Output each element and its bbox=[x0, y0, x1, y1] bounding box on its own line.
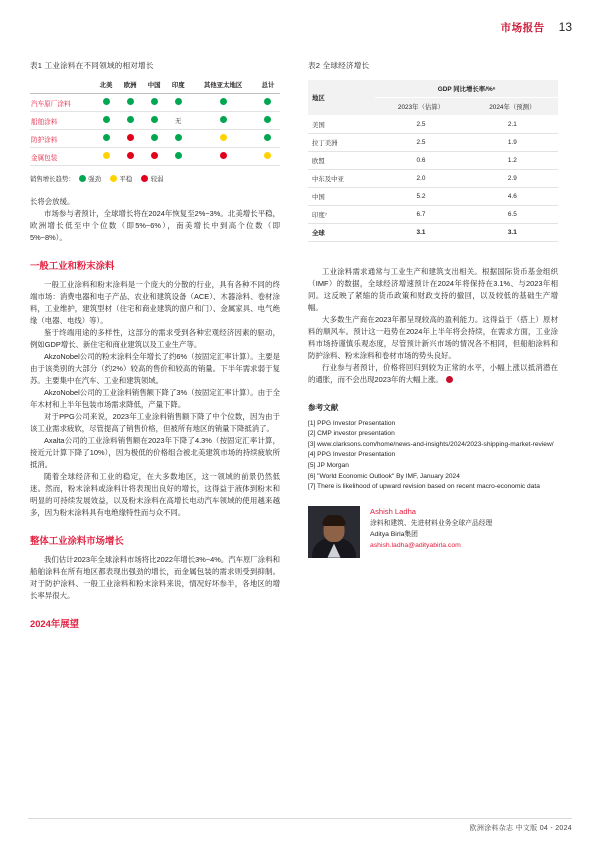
paragraph: 市场参与者预计，全球增长将在2024年恢复至2%~3%。北美增长平稳，欧洲增长低至中个位数（即5%~6%），南美增长中到高个位数（即5%~8%）。 bbox=[30, 209, 280, 243]
page-number: 13 bbox=[558, 20, 572, 34]
status-dot bbox=[79, 175, 86, 182]
table2-region: 拉丁美洲 bbox=[308, 134, 375, 152]
section-title-outlook-2024: 2024年展望 bbox=[30, 617, 79, 629]
table-industrial-growth bbox=[30, 80, 280, 166]
legend-item-strong bbox=[79, 174, 101, 183]
cell bbox=[142, 148, 166, 166]
status-dot bbox=[151, 116, 158, 123]
table-row bbox=[308, 152, 558, 170]
table2-value-2024: 6.5 bbox=[467, 206, 558, 224]
status-dot bbox=[151, 152, 158, 159]
paragraph: 长将会放缓。 bbox=[30, 197, 75, 207]
table-global-economic-growth bbox=[308, 80, 558, 242]
status-dot bbox=[220, 98, 227, 105]
status-dot bbox=[175, 152, 182, 159]
footer-text: 欧洲涂料杂志 中文版 04 - 2024 bbox=[469, 825, 572, 832]
table1-row-0-label: 汽车原厂涂料 bbox=[30, 94, 94, 112]
table2-value-2023: 6.7 bbox=[375, 206, 466, 224]
status-dot bbox=[175, 134, 182, 141]
status-dot bbox=[264, 98, 271, 105]
table2-caption: 表2 全球经济增长 bbox=[308, 61, 370, 70]
cell bbox=[118, 130, 142, 148]
table2-value-2024: 1.2 bbox=[467, 152, 558, 170]
references-title: 参考文献 bbox=[308, 402, 339, 412]
paragraph: 大多数生产商在2023年都呈现较高的盈利能力。这得益于（搭上）原材料的顺风车。预计这一趋势在2024年上半年将会持续，在需求方面，工业涂料市场持谨慎乐观态度，尽管预计新兴市场的情况各不相同，但船舶涂料和防护涂料、粉末涂料和卷材市场的势头良好。 bbox=[308, 314, 558, 360]
table-row bbox=[30, 148, 280, 166]
table2-subheader-2024: 2024年（预测） bbox=[467, 98, 558, 116]
table2-value-2023: 5.2 bbox=[375, 188, 466, 206]
table2-value-2023: 2.5 bbox=[375, 134, 466, 152]
cell bbox=[142, 112, 166, 130]
paragraph: 工业涂料需求通常与工业生产和建筑支出相关。根据国际货币基金组织（IMF）的数据，全球经济增速预计在2024年将保持在3.1%、与2023年相同。这反映了紧缩的货币政策和财政支持的撤回，以及较低的基础生产增幅。 bbox=[308, 267, 558, 312]
left-column bbox=[30, 60, 280, 637]
table1-col-1: 北美 bbox=[94, 80, 118, 94]
reference-item: [1] PPG Investor Presentation bbox=[308, 419, 396, 427]
cell bbox=[256, 130, 280, 148]
table2-header-region: 地区 bbox=[308, 80, 375, 116]
left-body-text bbox=[30, 196, 280, 244]
table2-region: 中国 bbox=[308, 188, 375, 206]
table2-value-2024: 2.1 bbox=[467, 116, 558, 134]
table2-value-2024: 4.6 bbox=[467, 188, 558, 206]
table-row bbox=[30, 112, 280, 130]
cell bbox=[190, 94, 256, 112]
table2-region: 美国 bbox=[308, 116, 375, 134]
references-list bbox=[308, 419, 558, 492]
author-info bbox=[370, 506, 492, 551]
table2-value-2023: 2.5 bbox=[375, 116, 466, 134]
table2-region: 欧盟 bbox=[308, 152, 375, 170]
paragraph: 鉴于终端用途的多样性，这部分的需求受到各种宏观经济因素的驱动，例如GDP增长、新住宅和商业建筑以及工业生产等。 bbox=[30, 328, 280, 350]
status-dot bbox=[175, 98, 182, 105]
reference-item: [3] www.clarksons.com/home/news-and-insights/2024/2023-shipping-market-review/ bbox=[308, 440, 554, 448]
table2-region: 印度⁷ bbox=[308, 206, 375, 224]
cell bbox=[256, 148, 280, 166]
paragraph: 随着全球经济和工业的稳定，在大多数地区，这一领域的前景仍然低迷。然而，粉末涂料或涂料计将表现出良好的增长，这得益于液体到粉末和明显的可持续发展效益，以及粉末涂料在高增长电动汽车领域的使用越来越多，因为粉末涂料具有电绝缘特性而与众不同。 bbox=[30, 472, 280, 517]
paragraph: 对于PPG公司来说，2023年工业涂料销售额下降了中个位数，因为由于该工业需求疲软，尽管提高了销售价格，但被所有地区的销量下降抵消了。 bbox=[30, 412, 280, 434]
status-dot bbox=[103, 134, 110, 141]
legend-item-label: 强劲 bbox=[88, 176, 102, 184]
section2-body bbox=[30, 554, 280, 602]
table2-value-2024: 2.9 bbox=[467, 170, 558, 188]
status-dot bbox=[264, 134, 271, 141]
cell bbox=[94, 94, 118, 112]
references-block bbox=[308, 402, 558, 492]
cell bbox=[142, 94, 166, 112]
section-title-overall-growth: 整体工业涂料市场增长 bbox=[30, 534, 124, 546]
right-body-text bbox=[308, 266, 558, 386]
reference-item: [4] PPG Investor Presentation bbox=[308, 451, 396, 459]
table-row bbox=[308, 170, 558, 188]
reference-item: [6] "World Economic Outlook" By IMF, January 2024 bbox=[308, 472, 460, 480]
table-row bbox=[308, 224, 558, 242]
avatar bbox=[308, 506, 360, 558]
reference-item: [7] There is likelihood of upward revision based on recent macro-economic data bbox=[308, 483, 540, 491]
table-row bbox=[308, 206, 558, 224]
table2-subheader-2023: 2023年（估算） bbox=[375, 98, 466, 116]
table1-row-1-na: 无 bbox=[166, 112, 190, 130]
legend-item-label: 较弱 bbox=[150, 176, 164, 184]
status-dot bbox=[141, 175, 148, 182]
paragraph: AkzoNobel公司的粉末涂料全年增长了约6%（按固定汇率计算）。主要是由于该类别的大部分（约2%）较高的售价和较高的销量。下半年需求弱于复苏。主要集中在汽车、工业和建筑领域。 bbox=[30, 352, 280, 386]
cell bbox=[142, 130, 166, 148]
table1-row-3-label: 金属包装 bbox=[30, 148, 94, 166]
legend-item-flat bbox=[110, 174, 132, 183]
cell bbox=[256, 94, 280, 112]
right-column bbox=[308, 60, 558, 558]
table2-region: 中东及中亚 bbox=[308, 170, 375, 188]
table2-header-gdp: GDP 同比增长率/%⁶ bbox=[375, 80, 558, 98]
paragraph-text: 行业参与者预计，价格将回归到较为正常的水平，小幅上涨以抵消潜在的通胀，而不会出现2023年的大幅上涨。 bbox=[308, 362, 558, 384]
section1-body bbox=[30, 279, 280, 519]
table1-col-2: 欧洲 bbox=[118, 80, 142, 94]
cell bbox=[166, 94, 190, 112]
cell bbox=[256, 112, 280, 130]
paragraph: Axalta公司的工业涂料销售额在2023年下降了4.3%（按固定汇率计算，接近元计算下降了10%），因为极低的价格组合被北美建筑市场的持续疲软所抵消。 bbox=[30, 436, 280, 470]
table2-value-2024: 1.9 bbox=[467, 134, 558, 152]
table1-caption: 表1 工业涂料在不同领域的相对增长 bbox=[30, 61, 154, 70]
reference-item: [5] JP Morgan bbox=[308, 462, 349, 470]
table2-value-2023: 3.1 bbox=[375, 224, 466, 242]
cell bbox=[190, 148, 256, 166]
table1-col-5: 其他亚太地区 bbox=[190, 80, 256, 94]
author-role: 涂料和建筑、先进材料业务全球产品经理 bbox=[370, 520, 493, 528]
cell bbox=[94, 148, 118, 166]
table-row bbox=[30, 94, 280, 112]
end-of-article-mark bbox=[446, 376, 453, 383]
table-row bbox=[30, 130, 280, 148]
table1-col-3: 中国 bbox=[142, 80, 166, 94]
section-title-general-industrial: 一般工业和粉末涂料 bbox=[30, 260, 115, 272]
cell bbox=[190, 130, 256, 148]
table2-region-total: 全球 bbox=[308, 224, 375, 242]
legend-label: 销售增长趋势： bbox=[30, 176, 75, 184]
avatar-hair bbox=[323, 515, 346, 526]
cell bbox=[118, 112, 142, 130]
status-dot bbox=[103, 152, 110, 159]
status-dot bbox=[110, 175, 117, 182]
paragraph: AkzoNobel公司的工业涂料销售额下降了3%（按固定汇率计算）。由于全年木材和上半年包装市场需求降低，产量下降。 bbox=[30, 388, 280, 410]
table-row bbox=[30, 80, 280, 94]
cell bbox=[94, 112, 118, 130]
author-email[interactable]: ashish.ladha@adityabirla.com bbox=[370, 541, 461, 549]
cell bbox=[166, 148, 190, 166]
cell bbox=[166, 130, 190, 148]
table-row bbox=[308, 134, 558, 152]
table1-col-0 bbox=[30, 80, 94, 94]
cell bbox=[94, 130, 118, 148]
table1-row-1-label: 船舶涂料 bbox=[30, 112, 94, 130]
author-company: Aditya Birla集团 bbox=[370, 530, 418, 538]
legend-item-label: 平稳 bbox=[119, 176, 133, 184]
table-row bbox=[308, 116, 558, 134]
status-dot bbox=[264, 152, 271, 159]
table1-row-2-label: 防护涂料 bbox=[30, 130, 94, 148]
table1-legend bbox=[30, 174, 280, 183]
status-dot bbox=[127, 98, 134, 105]
author-block bbox=[308, 506, 558, 558]
status-dot bbox=[151, 134, 158, 141]
table2-value-2023: 2.0 bbox=[375, 170, 466, 188]
table1-col-6: 总计 bbox=[256, 80, 280, 94]
table1-col-4: 印度 bbox=[166, 80, 190, 94]
reference-item: [2] CMP investor presentation bbox=[308, 430, 395, 438]
status-dot bbox=[103, 116, 110, 123]
cell bbox=[118, 94, 142, 112]
table-row bbox=[308, 80, 558, 98]
status-dot bbox=[264, 116, 271, 123]
footer-divider bbox=[28, 818, 572, 819]
author-name: Ashish Ladha bbox=[370, 506, 417, 516]
page-header bbox=[0, 20, 600, 35]
status-dot bbox=[127, 134, 134, 141]
status-dot bbox=[127, 152, 134, 159]
cell bbox=[118, 148, 142, 166]
table2-value-2024: 3.1 bbox=[467, 224, 558, 242]
table-row bbox=[308, 188, 558, 206]
paragraph bbox=[308, 362, 558, 386]
status-dot bbox=[220, 134, 227, 141]
status-dot bbox=[220, 152, 227, 159]
legend-item-weak bbox=[141, 174, 163, 183]
cell bbox=[190, 112, 256, 130]
header-section-title: 市场报告 bbox=[500, 22, 545, 34]
paragraph: 一般工业涂料和粉末涂料是一个庞大的分散的行业，具有各种不同的终端市场：消费电器和电子产品、农业和建筑设备（ACE）、木器涂料、卷材涂料，工业维护，建筑型材（住宅和商业建筑的窗户和门）、金属家具、电气绝缘（电器、电线）等）。 bbox=[30, 280, 280, 326]
status-dot bbox=[151, 98, 158, 105]
status-dot bbox=[127, 116, 134, 123]
status-dot bbox=[103, 98, 110, 105]
status-dot bbox=[220, 116, 227, 123]
table2-value-2023: 0.6 bbox=[375, 152, 466, 170]
paragraph: 我们估计2023年全球涂料市场将比2022年增长3%~4%。汽车原厂涂料和船舶涂料在所有地区都表现出强劲的增长，而金属包装的需求则受到抑制。对于防护涂料、一般工业涂料和粉末涂料来说，情况好坏参半，各地区的增长率异很大。 bbox=[30, 554, 280, 600]
